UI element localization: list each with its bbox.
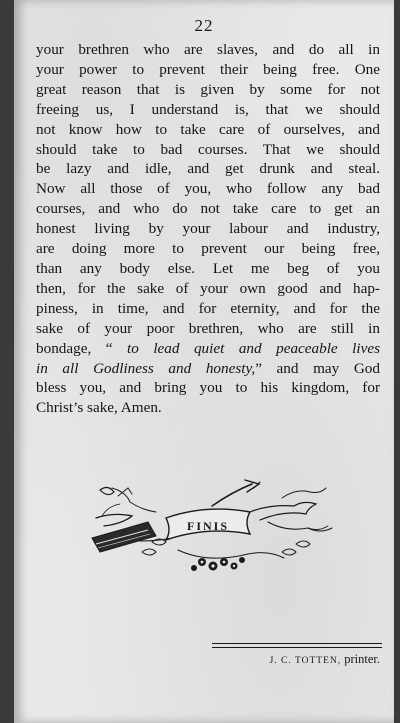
text-line: are doing more to prevent our being free, (36, 240, 380, 258)
printer-name: J. C. TOTTEN, (269, 656, 342, 666)
page-number: 22 (194, 16, 214, 35)
scripture-quote-part-1: to lead quiet and peaceable lives (127, 339, 380, 357)
text-line: great reason that is given by some for not (36, 80, 380, 98)
text-line: freeing us, I understand is, that we should (36, 100, 380, 118)
text-line: your power to prevent their being free. One (36, 60, 380, 78)
quote-lead-text: bondage, “ (36, 339, 127, 357)
book-page (14, 0, 394, 723)
text-line: honest living by your labour and industry, (36, 220, 380, 238)
text-line: Now all those of you, who follow any bad (36, 180, 380, 198)
text-line: courses, and who do not take care to get an (36, 200, 380, 218)
text-line: should take to bad courses. That we should (36, 140, 380, 158)
text-line: your brethren who are slaves, and do all in (36, 41, 380, 58)
text-line: not know how to take care of ourselves, and (36, 120, 380, 138)
text-line: piness, in time, and for eternity, and for the (36, 299, 380, 317)
scripture-quote-part-2: in all Godliness and honesty, (36, 359, 256, 377)
text-line: be lazy and idle, and get drunk and steal. (36, 160, 380, 178)
text-line: then, for the sake of your own good and hap- (36, 279, 380, 297)
printer-role: printer. (341, 652, 380, 666)
quote-tail-text: ” and may God (255, 359, 380, 377)
text-line-with-quote-end (36, 359, 380, 379)
closing-line: Christ’s sake, Amen. (36, 399, 162, 417)
imprint-rule (212, 643, 382, 648)
body-paragraph (36, 40, 380, 418)
text-line: sake of your poor brethren, who are still in (36, 319, 380, 337)
text-line-with-quote-start (36, 339, 380, 359)
finis-label: FINIS (186, 519, 230, 533)
text-line: than any body else. Let me beg of you (36, 259, 380, 277)
printer-imprint (212, 652, 380, 667)
finis-ornament-icon (82, 478, 342, 578)
text-line: bless you, and bring you to his kingdom, for (36, 379, 380, 397)
